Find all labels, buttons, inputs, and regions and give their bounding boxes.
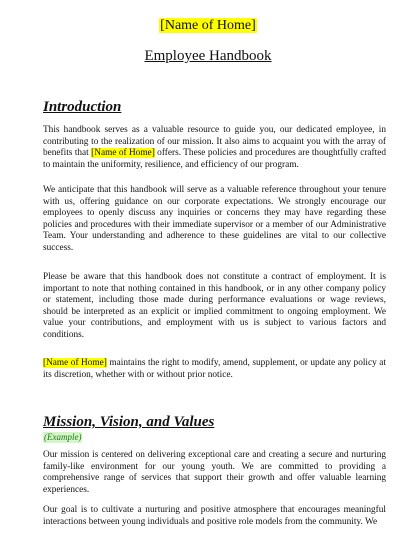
intro-paragraph-1 <box>43 125 386 171</box>
intro-paragraph-2: We anticipate that this handbook will serve as a valuable reference throughout your tenure with us, offering guidance on our corporate expectations. We strongly encourage our employees to openly discuss any inquiries or concerns they may have regarding these policies and procedures with their immediate supervisor or a member of our Administrative Team. Your understanding and adherence to these guidelines are vital to our collective success. <box>43 185 386 253</box>
intro-p1-home-name: [Name of Home] <box>91 148 155 159</box>
home-name-title <box>0 17 416 35</box>
handbook-title: Employee Handbook <box>144 48 272 64</box>
mission-heading: Mission, Vision, and Values <box>43 414 215 430</box>
example-tag: (Example) <box>44 432 82 442</box>
intro-p4-home-name: [Name of Home] <box>43 358 107 368</box>
intro-paragraph-3: Please be aware that this handbook does not constitute a contract of employment. It is important to note that nothing contained in this handbook, or in any other company policy or statement, including those made during performance evaluations or wage reviews, should be interpreted as an explicit or implied commitment to ongoing employment. We value your contributions, and employment with us is subject to various factors and conditions. <box>43 272 386 340</box>
mission-paragraph-1: Our mission is centered on delivering exceptional care and creating a secure and nurturing family-like environment for our young youth. We are committed to providing a comprehensive range of services that support their growth and offer valuable learning experiences. <box>43 450 386 495</box>
introduction-heading: Introduction <box>43 99 122 115</box>
home-name-placeholder: [Name of Home] <box>160 18 256 33</box>
intro-paragraph-4 <box>43 358 386 381</box>
mission-paragraph-2: Our goal is to cultivate a nurturing and positive atmosphere that encourages meaningful interactions between young individuals and positive role models from the community. We <box>43 505 386 527</box>
intro-p4-text: maintains the right to modify, amend, supplement, or update any policy at its discretion, whether with or without prior notice. <box>43 358 386 380</box>
intro-p1-text-b: offers. These policies and procedures are thoughtfully crafted to maintain the uniformity, resilience, and efficiency of our program. <box>43 148 386 170</box>
intro-p1-text-a: This handbook serves as a valuable resource to guide you, our dedicated employee, in contributing to the realization of our mission. It also aims to acquaint you with the array of benefits that <box>43 125 386 159</box>
